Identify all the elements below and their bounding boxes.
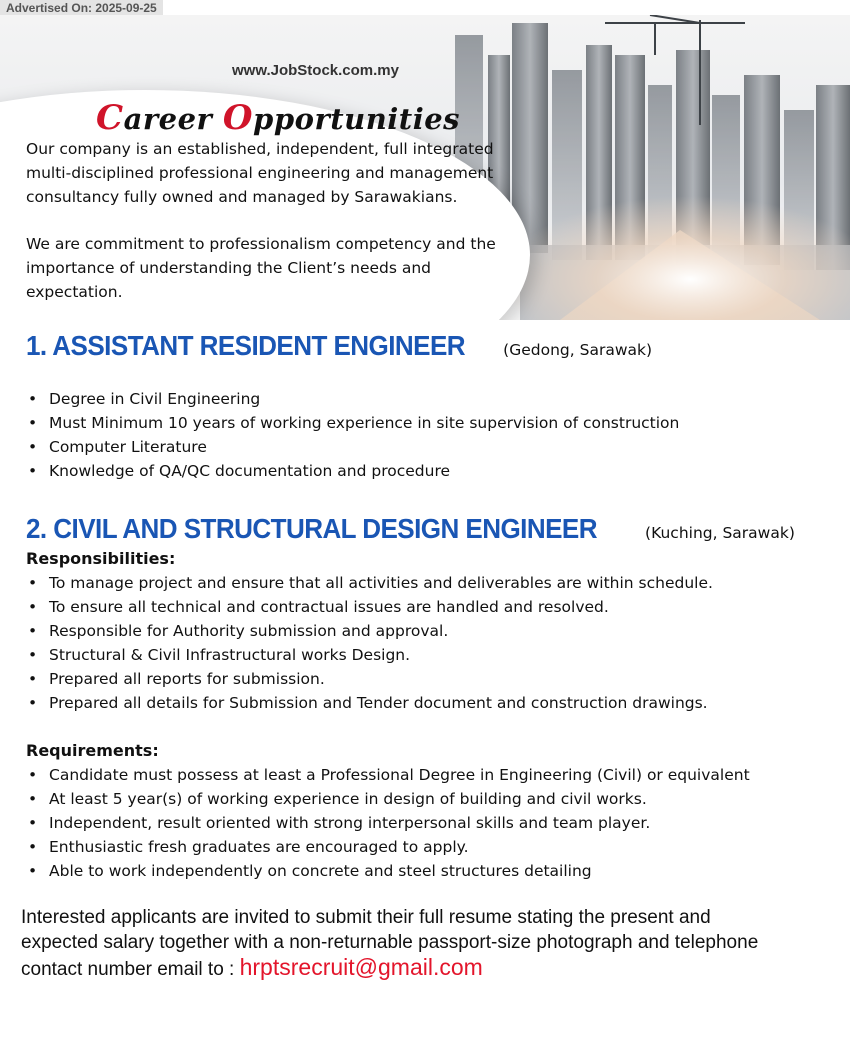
closing-line-contact bbox=[21, 955, 758, 983]
intro-paragraph-1 bbox=[26, 137, 494, 209]
closing-line: Interested applicants are invited to submit their full resume stating the present and bbox=[21, 907, 711, 928]
page-title bbox=[96, 98, 460, 138]
job1-title: 1. ASSISTANT RESIDENT ENGINEER bbox=[26, 330, 466, 361]
list-item: • To manage project and ensure that all activities and deliverables are within schedule. bbox=[26, 571, 713, 595]
job2-location: (Kuching, Sarawak) bbox=[645, 524, 795, 542]
list-item: • Able to work independently on concrete and steel structures detailing bbox=[26, 859, 750, 883]
intro-line: expectation. bbox=[26, 283, 123, 301]
job2-requirements-list bbox=[26, 763, 750, 883]
list-item: • Independent, result oriented with strong interpersonal skills and team player. bbox=[26, 811, 750, 835]
intro-line: consultancy fully owned and managed by Sarawakians. bbox=[26, 188, 458, 206]
list-item: • Knowledge of QA/QC documentation and procedure bbox=[26, 459, 679, 483]
requirements-label: Requirements: bbox=[26, 741, 159, 760]
list-item: • Candidate must possess at least a Professional Degree in Engineering (Civil) or equivalent bbox=[26, 763, 750, 787]
contact-email[interactable]: hrptsrecruit@gmail.com bbox=[239, 954, 483, 980]
closing-line: expected salary together with a non-returnable passport-size photograph and telephone bbox=[21, 931, 759, 953]
list-item: • Prepared all reports for submission. bbox=[26, 667, 713, 691]
list-item: • At least 5 year(s) of working experience in design of building and civil works. bbox=[26, 787, 750, 811]
closing-instructions bbox=[21, 906, 758, 983]
responsibilities-label: Responsibilities: bbox=[26, 549, 176, 568]
intro-paragraph-2 bbox=[26, 232, 496, 304]
list-item: • Computer Literature bbox=[26, 435, 679, 459]
job2-title: 2. CIVIL AND STRUCTURAL DESIGN ENGINEER bbox=[26, 513, 597, 544]
contact-prefix: contact number email to : bbox=[21, 959, 240, 980]
job2-responsibilities-list bbox=[26, 571, 713, 715]
title-initial-o: O bbox=[222, 98, 254, 138]
advertised-date-label: Advertised On: 2025-09-25 bbox=[0, 0, 163, 16]
website-url: www.JobStock.com.my bbox=[232, 62, 399, 79]
list-item: • Enthusiastic fresh graduates are encouraged to apply. bbox=[26, 835, 750, 859]
list-item: • Must Minimum 10 years of working experience in site supervision of construction bbox=[26, 411, 679, 435]
list-item: • To ensure all technical and contractual issues are handled and resolved. bbox=[26, 595, 713, 619]
intro-line: multi-disciplined professional engineering and management bbox=[26, 164, 494, 182]
intro-line: We are commitment to professionalism competency and the bbox=[26, 235, 496, 253]
list-item: • Structural & Civil Infrastructural works Design. bbox=[26, 643, 713, 667]
job2-heading bbox=[26, 513, 795, 545]
list-item: • Degree in Civil Engineering bbox=[26, 387, 679, 411]
title-part-pportunities: pportunities bbox=[253, 102, 460, 136]
title-initial-c: C bbox=[96, 98, 124, 138]
list-item: • Prepared all details for Submission and Tender document and construction drawings. bbox=[26, 691, 713, 715]
job1-heading bbox=[26, 330, 652, 362]
intro-line: importance of understanding the Client’s needs and bbox=[26, 259, 432, 277]
title-part-areer: areer bbox=[123, 102, 223, 136]
intro-line: Our company is an established, independent, full integrated bbox=[26, 140, 494, 158]
job1-location: (Gedong, Sarawak) bbox=[503, 341, 653, 359]
job1-requirements-list bbox=[26, 387, 679, 483]
list-item: • Responsible for Authority submission and approval. bbox=[26, 619, 713, 643]
